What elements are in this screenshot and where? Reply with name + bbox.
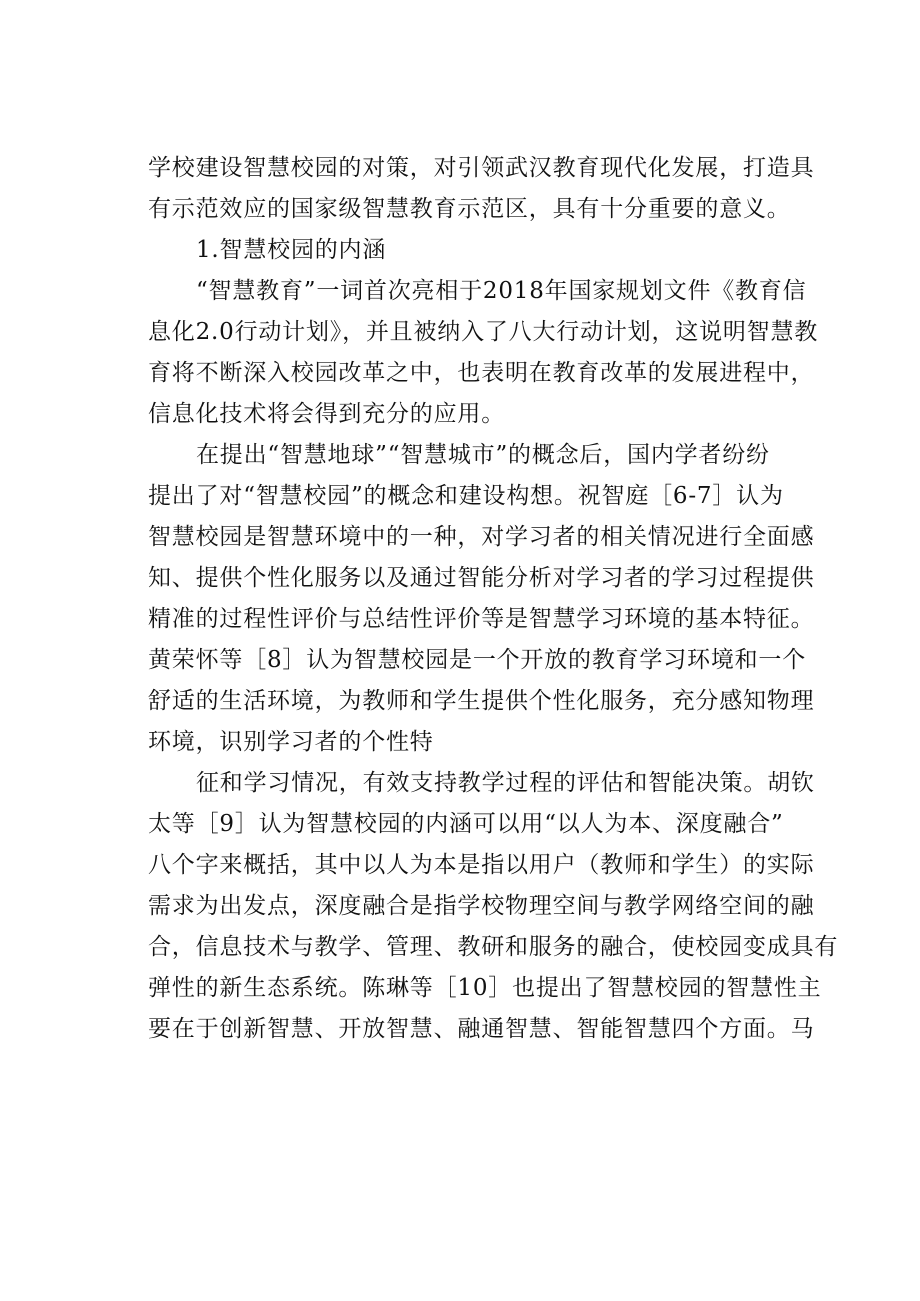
text-line: 弹性的新生态系统。陈琳等［10］也提出了智慧校园的智慧性主 — [148, 975, 822, 1001]
text-line: “智慧教育”一词首次亮相于2018年国家规划文件《教育信 — [196, 278, 807, 304]
text-line: 育将不断深入校园改革之中，也表明在教育改革的发展进程中， — [148, 360, 815, 386]
text-line: 信息化技术将会得到充分的应用。 — [148, 401, 505, 427]
text-line: 黄荣怀等［8］认为智慧校园是一个开放的教育学习环境和一个 — [148, 647, 807, 673]
text-line: 知、提供个性化服务以及通过智能分析对学习者的学习过程提供 — [148, 565, 815, 591]
text-line: 精准的过程性评价与总结性评价等是智慧学习环境的基本特征。 — [148, 606, 815, 632]
text-line: 合，信息技术与教学、管理、教研和服务的融合，使校园变成具有 — [148, 934, 839, 960]
text-line: 太等［9］认为智慧校园的内涵可以用“以人为本、深度融合” — [148, 811, 784, 837]
text-line: 智慧校园是智慧环境中的一种，对学习者的相关情况进行全面感 — [148, 524, 815, 550]
body-text — [148, 148, 839, 1050]
text-line: 1.智慧校园的内涵 — [196, 237, 387, 263]
text-line: 环境，识别学习者的个性特 — [148, 729, 434, 755]
text-line: 要在于创新智慧、开放智慧、融通智慧、智能智慧四个方面。马 — [148, 1016, 815, 1042]
text-line: 需求为出发点，深度融合是指学校物理空间与教学网络空间的融 — [148, 893, 815, 919]
text-line: 有示范效应的国家级智慧教育示范区，具有十分重要的意义。 — [148, 196, 791, 222]
text-line: 八个字来概括，其中以人为本是指以用户（教师和学生）的实际 — [148, 852, 815, 878]
text-line: 舒适的生活环境，为教师和学生提供个性化服务，充分感知物理 — [148, 688, 815, 714]
text-line: 征和学习情况，有效支持教学过程的评估和智能决策。胡钦 — [196, 770, 815, 796]
text-line: 息化2.0行动计划》，并且被纳入了八大行动计划，这说明智慧教 — [148, 319, 819, 345]
text-line: 在提出“智慧地球”“智慧城市”的概念后，国内学者纷纷 — [196, 442, 770, 468]
text-line: 提出了对“智慧校园”的概念和建设构想。祝智庭［6-7］认为 — [148, 483, 784, 509]
text-line: 学校建设智慧校园的对策，对引领武汉教育现代化发展，打造具 — [148, 155, 815, 181]
